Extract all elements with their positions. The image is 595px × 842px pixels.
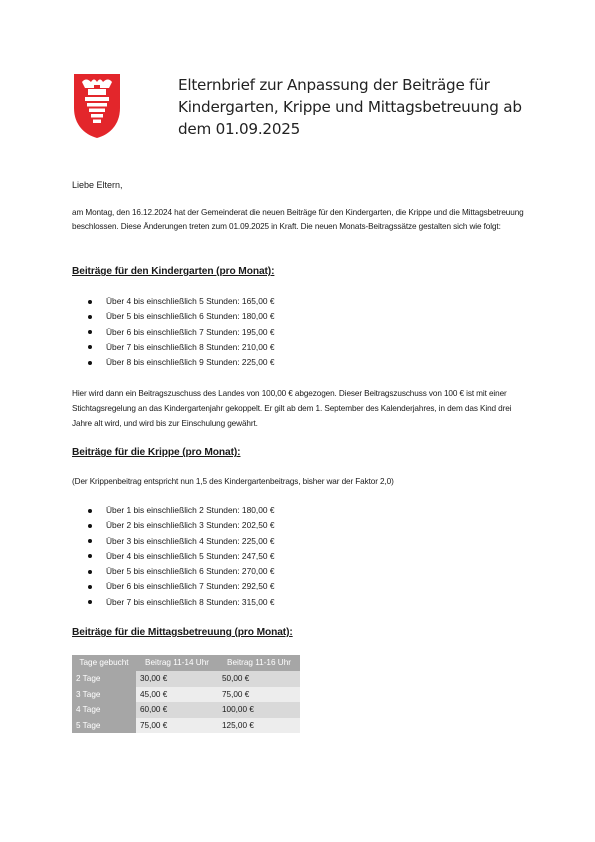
table-header-row [72,655,300,671]
bullet-icon [88,315,92,319]
mittagsbetreuung-heading: Beiträge für die Mittagsbetreuung (pro Monat): [72,627,293,638]
krippe-factor-note: (Der Krippenbeitrag entspricht nun 1,5 des Kindergartenbeitrags, bisher war der Faktor 2,0) [72,477,394,486]
bullet-icon [88,539,92,543]
table-cell: 125,00 € [218,718,300,734]
list-item: Über 6 bis einschließlich 7 Stunden: 292,50 € [88,579,275,594]
bullet-icon [88,570,92,574]
table-cell: 60,00 € [136,702,218,718]
table-row [72,687,300,703]
krippe-fee-list [88,503,275,610]
list-item: Über 7 bis einschließlich 8 Stunden: 210,00 € [88,340,275,355]
table-row [72,671,300,687]
bullet-icon [88,524,92,528]
column-header: Beitrag 11-14 Uhr [136,655,218,671]
table-cell: 5 Tage [72,718,136,734]
table-cell: 3 Tage [72,687,136,703]
kindergarten-fee-list [88,294,275,370]
bullet-icon [88,600,92,604]
list-item: Über 8 bis einschließlich 9 Stunden: 225,00 € [88,355,275,370]
list-item: Über 5 bis einschließlich 6 Stunden: 180,00 € [88,309,275,324]
municipal-crest-icon [72,72,122,140]
bullet-icon [88,361,92,365]
table-cell: 50,00 € [218,671,300,687]
list-item: Über 3 bis einschließlich 4 Stunden: 225,00 € [88,534,275,549]
list-item: Über 1 bis einschließlich 2 Stunden: 180,00 € [88,503,275,518]
column-header: Tage gebucht [72,655,136,671]
bullet-icon [88,509,92,513]
kindergarten-subsidy-note: Hier wird dann ein Beitragszuschuss des Landes von 100,00 € abgezogen. Dieser Beitragszuschuss von 100 € ist mit einer Stichtagsregelung an das Kindergartenjahr gekoppelt. Er gilt ab dem 1. September des Kalenderjahres, in dem das Kind drei Jahre alt wird, und wird bis zur Einschulung gewährt. [72,389,512,429]
list-item: Über 7 bis einschließlich 8 Stunden: 315,00 € [88,595,275,610]
bullet-icon [88,554,92,558]
kindergarten-heading: Beiträge für den Kindergarten (pro Monat): [72,266,275,277]
list-item: Über 4 bis einschließlich 5 Stunden: 247,50 € [88,549,275,564]
intro-paragraph: am Montag, den 16.12.2024 hat der Gemeinderat die neuen Beiträge für den Kindergarten, die Krippe und die Mittagsbetreuung beschlossen. Diese Änderungen treten zum 01.09.2025 in Kraft. Die neuen Monats-Beitragssätze gestalten sich wie folgt: [72,208,524,231]
column-header: Beitrag 11-16 Uhr [218,655,300,671]
table-cell: 75,00 € [218,687,300,703]
krippe-heading: Beiträge für die Krippe (pro Monat): [72,447,241,458]
list-item: Über 4 bis einschließlich 5 Stunden: 165,00 € [88,294,275,309]
bullet-icon [88,330,92,334]
table-row [72,702,300,718]
table-cell: 30,00 € [136,671,218,687]
table-cell: 45,00 € [136,687,218,703]
letter-title: Elternbrief zur Anpassung der Beiträge für Kindergarten, Krippe und Mittagsbetreuung ab dem 01.09.2025 [178,76,522,138]
list-item: Über 2 bis einschließlich 3 Stunden: 202,50 € [88,518,275,533]
bullet-icon [88,300,92,304]
list-item: Über 5 bis einschließlich 6 Stunden: 270,00 € [88,564,275,579]
table-row [72,718,300,734]
table-cell: 2 Tage [72,671,136,687]
table-cell: 75,00 € [136,718,218,734]
list-item: Über 6 bis einschließlich 7 Stunden: 195,00 € [88,325,275,340]
table-cell: 100,00 € [218,702,300,718]
bullet-icon [88,345,92,349]
bullet-icon [88,585,92,589]
mittagsbetreuung-fee-table [72,655,300,733]
salutation: Liebe Eltern, [72,180,123,190]
table-cell: 4 Tage [72,702,136,718]
